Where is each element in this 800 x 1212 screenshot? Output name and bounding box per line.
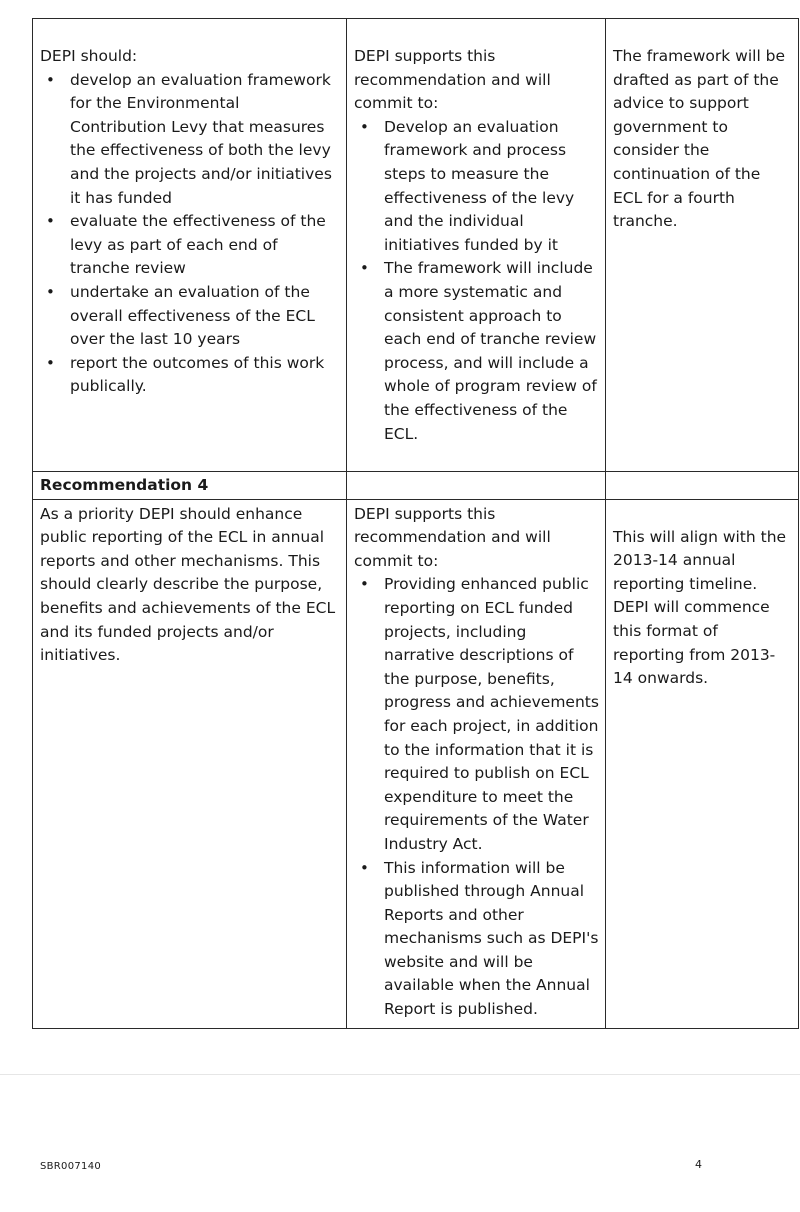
list-item: • This information will be published through Annual Reports and other mechanisms such as DEPI's website and will be available when the Annual Report is published. [384,857,599,1022]
response-intro: DEPI supports this recommendation and will commit to: [354,47,551,113]
timeline-cell [606,19,799,472]
recommendation-list [40,69,340,399]
recommendation-text: As a priority DEPI should enhance public reporting of the ECL in annual reports and other mechanisms. This should clearly describe the purpose, benefits and achievements of the ECL and its funded projects and/or initiatives. [40,504,336,665]
table-row [33,19,799,472]
page-number: 4 [695,1158,702,1171]
recommendation-intro: DEPI should: [40,47,138,65]
footer-divider [0,1074,800,1075]
response-cell [347,19,606,472]
response-intro: DEPI supports this recommendation and will commit to: [354,504,551,570]
timeline-cell [606,499,799,1028]
list-item: • develop an evaluation framework for the Environmental Contribution Levy that measures the effectiveness of both the levy and the projects and/or initiatives it has funded [70,69,340,211]
table-row [33,472,799,500]
recommendation-cell [33,499,347,1028]
table-row [33,499,799,1028]
recommendation-heading: Recommendation 4 [33,472,347,500]
empty-cell [606,472,799,500]
recommendation-cell [33,19,347,472]
list-item: • Providing enhanced public reporting on ECL funded projects, including narrative descriptions of the purpose, benefits, progress and achievements for each project, in addition to the information that it is required to publish on ECL expenditure to meet the requirements of the Water Industry Act. [384,573,599,856]
response-cell [347,499,606,1028]
timeline-text: This will align with the 2013-14 annual reporting timeline. DEPI will commence this format of reporting from 2013-14 onwards. [613,527,787,688]
empty-cell [347,472,606,500]
list-item: • The framework will include a more systematic and consistent approach to each end of tranche review process, and will include a whole of program review of the effectiveness of the ECL. [384,257,599,446]
list-item: • undertake an evaluation of the overall effectiveness of the ECL over the last 10 years [70,281,340,352]
list-item: • Develop an evaluation framework and process steps to measure the effectiveness of the levy and the individual initiatives funded by it [384,116,599,258]
list-item: • report the outcomes of this work publically. [70,352,340,399]
recommendations-table [32,18,799,1029]
timeline-text: The framework will be drafted as part of the advice to support government to consider the continuation of the ECL for a fourth tranche. [613,47,786,231]
response-list [354,116,599,446]
document-id: SBR007140 [40,1161,102,1172]
list-item: • evaluate the effectiveness of the levy as part of each end of tranche review [70,210,340,281]
response-list [354,573,599,1021]
